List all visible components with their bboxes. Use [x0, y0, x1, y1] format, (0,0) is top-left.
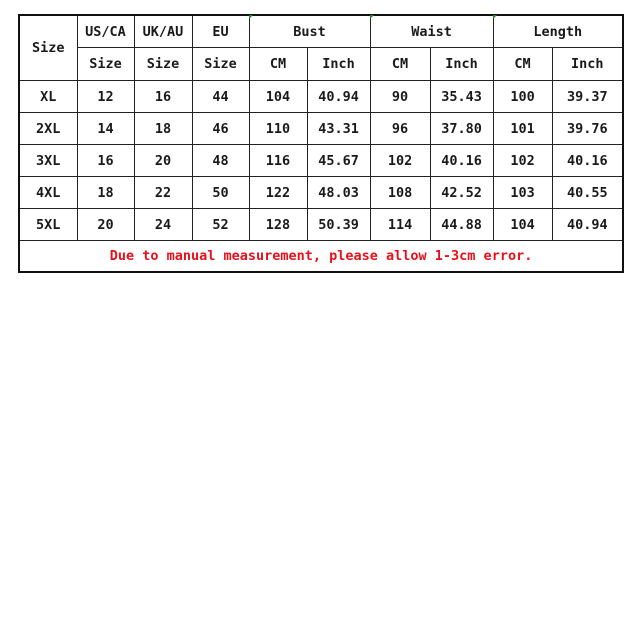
us-size-cell: 16 — [77, 145, 134, 177]
size-cell: 2XL — [19, 113, 77, 145]
note-row — [19, 241, 623, 273]
bust-inch-subheader: Inch — [307, 48, 370, 81]
waist-inch-cell: 44.88 — [430, 209, 493, 241]
table-row — [19, 81, 623, 113]
bust-inch-cell: 45.67 — [307, 145, 370, 177]
eu-size-subheader: Size — [192, 48, 249, 81]
eu-size-cell: 46 — [192, 113, 249, 145]
waist-inch-cell: 35.43 — [430, 81, 493, 113]
length-header: Length — [493, 15, 623, 48]
waist-header: Waist — [370, 15, 493, 48]
uk-size-cell: 20 — [134, 145, 192, 177]
table-row — [19, 145, 623, 177]
length-cm-subheader: CM — [493, 48, 552, 81]
us-ca-size-subheader: Size — [77, 48, 134, 81]
us-ca-header: US/CA — [77, 15, 134, 48]
bust-cm-cell: 116 — [249, 145, 307, 177]
uk-au-size-subheader: Size — [134, 48, 192, 81]
bust-inch-cell: 48.03 — [307, 177, 370, 209]
us-size-cell: 20 — [77, 209, 134, 241]
bust-header: Bust — [249, 15, 370, 48]
us-size-cell: 12 — [77, 81, 134, 113]
uk-au-header: UK/AU — [134, 15, 192, 48]
bust-cm-subheader: CM — [249, 48, 307, 81]
length-cm-cell: 102 — [493, 145, 552, 177]
length-cm-cell: 101 — [493, 113, 552, 145]
uk-size-cell: 18 — [134, 113, 192, 145]
waist-inch-cell: 37.80 — [430, 113, 493, 145]
size-cell: 5XL — [19, 209, 77, 241]
waist-cm-cell: 114 — [370, 209, 430, 241]
length-inch-subheader: Inch — [552, 48, 623, 81]
waist-cm-cell: 108 — [370, 177, 430, 209]
bust-inch-cell: 40.94 — [307, 81, 370, 113]
bust-cm-cell: 122 — [249, 177, 307, 209]
eu-size-cell: 50 — [192, 177, 249, 209]
bust-cm-cell: 104 — [249, 81, 307, 113]
uk-size-cell: 22 — [134, 177, 192, 209]
waist-inch-cell: 40.16 — [430, 145, 493, 177]
size-column-header: Size — [19, 15, 77, 81]
header-row-top — [19, 15, 623, 48]
waist-cm-subheader: CM — [370, 48, 430, 81]
eu-size-cell: 48 — [192, 145, 249, 177]
waist-cm-cell: 90 — [370, 81, 430, 113]
length-cm-cell: 100 — [493, 81, 552, 113]
table-row — [19, 113, 623, 145]
header-row-sub — [19, 48, 623, 81]
size-cell: XL — [19, 81, 77, 113]
bust-cm-cell: 128 — [249, 209, 307, 241]
waist-cm-cell: 96 — [370, 113, 430, 145]
length-inch-cell: 39.37 — [552, 81, 623, 113]
length-inch-cell: 40.55 — [552, 177, 623, 209]
length-cm-cell: 104 — [493, 209, 552, 241]
waist-inch-cell: 42.52 — [430, 177, 493, 209]
waist-cm-cell: 102 — [370, 145, 430, 177]
eu-header: EU — [192, 15, 249, 48]
table-row — [19, 177, 623, 209]
length-cm-cell: 103 — [493, 177, 552, 209]
table-row — [19, 209, 623, 241]
size-cell: 3XL — [19, 145, 77, 177]
bust-inch-cell: 50.39 — [307, 209, 370, 241]
waist-inch-subheader: Inch — [430, 48, 493, 81]
eu-size-cell: 52 — [192, 209, 249, 241]
length-inch-cell: 39.76 — [552, 113, 623, 145]
us-size-cell: 14 — [77, 113, 134, 145]
eu-size-cell: 44 — [192, 81, 249, 113]
us-size-cell: 18 — [77, 177, 134, 209]
uk-size-cell: 16 — [134, 81, 192, 113]
size-chart-table — [18, 14, 624, 273]
bust-cm-cell: 110 — [249, 113, 307, 145]
measurement-note: Due to manual measurement, please allow 1-3cm error. — [19, 241, 623, 273]
size-cell: 4XL — [19, 177, 77, 209]
uk-size-cell: 24 — [134, 209, 192, 241]
length-inch-cell: 40.16 — [552, 145, 623, 177]
bust-inch-cell: 43.31 — [307, 113, 370, 145]
length-inch-cell: 40.94 — [552, 209, 623, 241]
